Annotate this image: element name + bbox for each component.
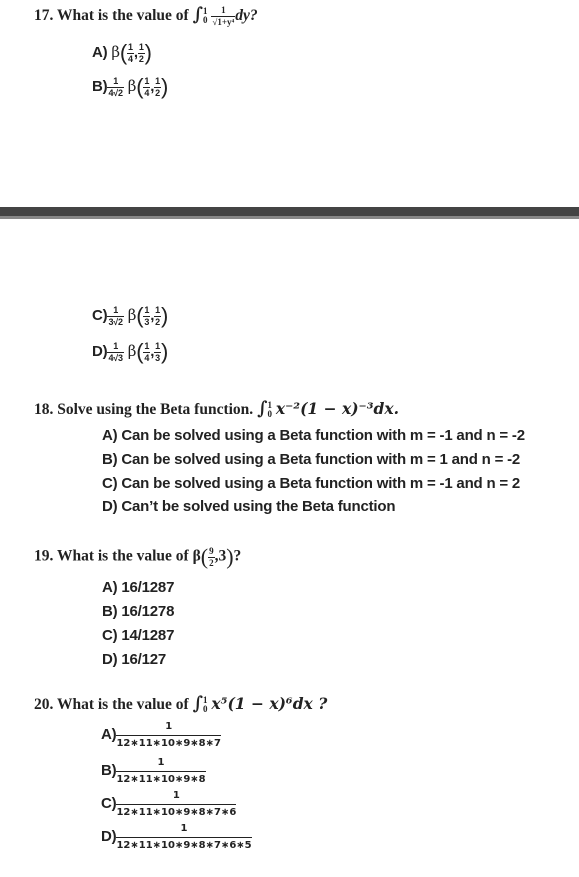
q19-prefix: 19. What is the value of β [34,547,201,565]
coef-num: 1 [113,75,119,86]
q18-option-c[interactable]: C) Can be solved using a Beta function with m = -1 and n = 2 [102,475,521,492]
q19-arg-a-num: 9 [209,545,214,556]
q17-suffix: dy? [235,7,258,24]
question-18 [34,398,399,420]
q20-option-d[interactable] [101,824,252,851]
q20-upper-limit: 1 [203,694,208,705]
q17-integral: ∫ [192,4,204,25]
q17-option-d[interactable]: D) $\frac{1}{4√3}$ β( $\frac{1}{4}$ , $\frac{1}{3}$ ) [92,339,169,364]
q17-prefix: 17. What is the value of [34,7,189,24]
option-letter: C) [92,306,108,324]
beta-arg-a-num: 1 [128,41,133,52]
option-letter: B) [92,77,108,95]
beta-arg-b-num: 1 [155,75,160,86]
q18-integral: ∫ [257,398,268,419]
option-den: 12∗11∗10∗9∗8∗7 [116,735,221,749]
q20-prefix: 20. What is the value of [34,696,189,713]
option-letter: D) [101,828,117,846]
question-20 [34,693,327,715]
beta-arg-a-den: 4 [128,53,133,64]
q19-option-a[interactable]: A) 16/1287 [102,579,175,596]
option-num: 1 [165,721,173,732]
beta-arg-a-num: 1 [144,340,150,351]
q19-suffix: ? [233,547,242,565]
q20-option-a[interactable] [101,722,221,749]
option-letter: A) [101,726,117,744]
q18-lower-limit: 0 [267,409,272,420]
question-19: 19. What is the value of β( $\frac{9}{2}$ ,3)? [34,544,242,569]
coef-den: 3√2 [108,316,123,327]
beta-arg-b-den: 2 [155,87,160,98]
q17-integrand-den: √1+y⁴ [212,16,235,27]
q18-option-d[interactable]: D) Can’t be solved using the Beta function [102,498,396,515]
beta-symbol: β [127,76,137,95]
beta-arg-b-den: 2 [138,53,144,64]
q17-lower-limit: 0 [203,15,208,26]
beta-arg-a-den: 4 [144,87,150,98]
q20-option-b[interactable] [101,758,206,785]
coef-den: 4√2 [108,87,123,98]
beta-symbol: β [127,305,137,324]
beta-symbol: β [127,341,137,360]
coef-num: 1 [113,340,119,351]
q18-option-a[interactable]: A) Can be solved using a Beta function with m = -1 and n = -2 [102,427,525,444]
q20-lower-limit: 0 [203,704,208,715]
q17-option-b[interactable]: B) $\frac{1}{4√2}$ β( $\frac{1}{4}$ , $\frac{1}{2}$ ) [92,74,169,99]
option-letter: B) [101,762,117,780]
beta-arg-b-den: 2 [155,316,160,327]
option-den: 12∗11∗10∗9∗8 [116,771,205,785]
q17-integrand [211,6,235,27]
q19-arg-a-den: 2 [209,557,214,568]
q20-integral: ∫ [192,693,204,714]
q20-integrand: x⁵(1 − x)⁶dx ? [211,694,328,713]
option-letter: C) [101,795,117,813]
q19-option-c[interactable]: C) 14/1287 [102,627,175,644]
option-num: 1 [172,790,180,801]
beta-arg-a-num: 1 [144,75,150,86]
q18-prefix: 18. Solve using the Beta function. [34,401,254,418]
q17-upper-limit: 1 [203,5,208,16]
beta-arg-b-num: 1 [138,41,144,52]
question-17 [34,4,258,27]
beta-arg-a-num: 1 [144,304,150,315]
option-den: 12∗11∗10∗9∗8∗7∗6 [116,804,236,818]
q18-upper-limit: 1 [267,399,272,410]
option-den: 12∗11∗10∗9∗8∗7∗6∗5 [116,837,251,851]
q17-option-a[interactable]: A) β( $\frac{1}{4}$ , $\frac{1}{2}$ ) [92,40,152,65]
beta-arg-b-num: 1 [155,340,160,351]
option-num: 1 [157,757,165,768]
q18-integrand: x⁻²(1 − x)⁻³dx. [275,399,400,418]
q19-option-d[interactable]: D) 16/127 [102,651,167,668]
q20-option-c[interactable] [101,791,236,818]
coef-den: 4√3 [108,352,123,363]
q17-integrand-num: 1 [221,4,226,15]
q18-option-b[interactable]: B) Can be solved using a Beta function with m = 1 and n = -2 [102,451,521,468]
q19-arg-b: 3 [218,547,227,565]
coef-num: 1 [113,304,119,315]
beta-arg-a-den: 4 [144,352,150,363]
option-letter: A) [92,43,108,61]
beta-arg-b-num: 1 [155,304,160,315]
beta-arg-a-den: 3 [144,316,150,327]
q19-option-b[interactable]: B) 16/1278 [102,603,175,620]
beta-symbol: β [111,42,120,61]
option-letter: D) [92,342,108,360]
beta-arg-b-den: 3 [155,352,160,363]
q17-option-c[interactable]: C) $\frac{1}{3√2}$ β( $\frac{1}{3}$ , $\frac{1}{2}$ ) [92,303,169,328]
page-divider [0,207,579,219]
option-num: 1 [180,823,188,834]
